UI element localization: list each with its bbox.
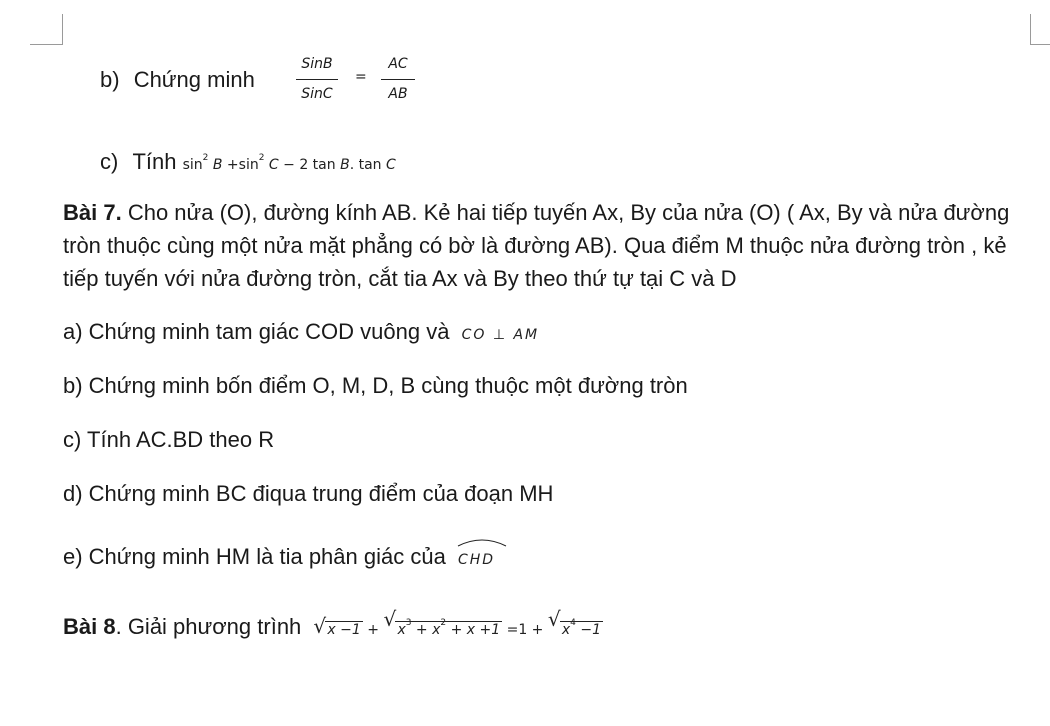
bai7-statement — [63, 196, 1038, 295]
bai7-part-e — [63, 543, 495, 574]
fraction-ac-ab — [381, 56, 415, 110]
sqrt-3: √ $x^4 -1$ — [547, 607, 601, 638]
part-c-label: c) — [100, 149, 119, 174]
trig-expression: $\sin^2 B +\sin^2$ C − 2 tan B. tan C — [182, 153, 396, 173]
bai7-part-a — [63, 318, 539, 349]
bai8-text: . Giải phương trình — [115, 614, 302, 639]
perpendicular-expression: CO ⊥ AM — [461, 327, 540, 343]
bai7-title: Bài 7. — [63, 200, 122, 225]
part-b-text: Chứng minh — [133, 67, 255, 92]
bai7-part-c: c) Tính AC.BD theo R — [63, 427, 275, 452]
fraction-bar — [296, 79, 338, 80]
page-corner-mark-left — [30, 14, 63, 45]
bai8-line — [63, 609, 603, 644]
part-c-line — [100, 144, 396, 179]
angle-chd: CHD — [458, 546, 495, 574]
equals-sign: = — [355, 69, 367, 85]
bai7-part-d: d) Chứng minh BC điqua trung điểm của đoạn MH — [63, 481, 554, 506]
page-corner-mark-right — [1030, 14, 1050, 45]
part-c-text: Tính — [132, 149, 177, 174]
bai8-equation: √ x −1 + √ $x^3 + x^2 + x +1 =1$ + √ $x^4 -1$ — [313, 622, 603, 638]
sqrt-1: √ x −1 — [313, 614, 361, 638]
fraction-numerator: SinB — [301, 56, 333, 72]
fraction-denominator: AB — [388, 86, 408, 102]
bai8-title: Bài 8 — [63, 614, 116, 639]
fraction-bar — [381, 79, 415, 80]
bai7-part-a-text: a) Chứng minh tam giác COD vuông và — [63, 319, 450, 344]
fraction-numerator: AC — [388, 56, 408, 72]
fraction-denominator: SinC — [301, 86, 333, 102]
part-b-label: b) — [100, 67, 120, 92]
bai7-text: Cho nửa (O), đường kính AB. Kẻ hai tiếp tuyến Ax, By của nửa (O) ( Ax, By và nửa đường tròn thuộc cùng một nửa mặt phẳng có bờ là đường AB). Qua điểm M thuộc nửa đường tròn , kẻ tiếp tuyến với nửa đường tròn, cắt tia Ax và By theo thứ tự tại C và D — [63, 200, 1010, 291]
fraction-sinb-sinc — [296, 56, 338, 110]
angle-arc-icon — [456, 534, 508, 548]
bai7-part-e-text: e) Chứng minh HM là tia phân giác của — [63, 544, 446, 569]
sqrt-2: √ $x^3 + x^2 + x +1$ — [383, 607, 501, 638]
bai7-part-b: b) Chứng minh bốn điểm O, M, D, B cùng thuộc một đường tròn — [63, 373, 688, 398]
part-b-line — [100, 66, 255, 94]
